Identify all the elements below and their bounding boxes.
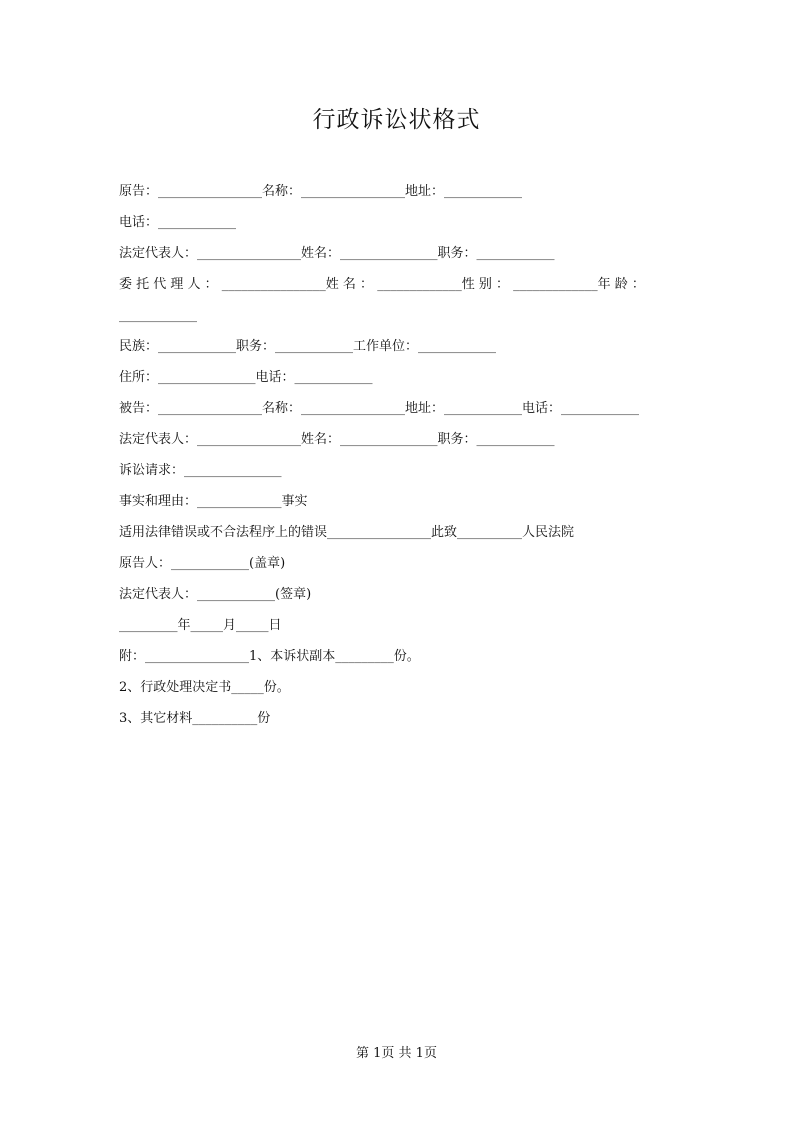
ethnicity-line: 民族：____________职务：____________工作单位：____________ bbox=[119, 339, 497, 354]
plaintiff-line: 原告：________________名称：________________地址：____________ bbox=[119, 184, 523, 199]
defendant-line: 被告：________________名称：________________地址：____________电话：____________ bbox=[119, 401, 640, 416]
attachment-line-3: 3、其它材料__________份 bbox=[119, 711, 271, 726]
facts-reasons-line: 事实和理由：_____________事实 bbox=[119, 494, 308, 509]
residence-line: 住所：_______________电话：____________ bbox=[119, 370, 373, 385]
date-line: _________年_____月_____日 bbox=[119, 618, 282, 633]
plaintiff-phone-line: 电话：____________ bbox=[119, 215, 237, 230]
attachment-line-1: 附：________________1、本诉状副本_________份。 bbox=[119, 649, 420, 664]
plaintiff-legal-rep-line: 法定代表人：________________姓名：_______________职务：____________ bbox=[119, 246, 555, 261]
defendant-legal-rep-line: 法定代表人：________________姓名：_______________职务：____________ bbox=[119, 432, 555, 447]
plaintiff-seal-line: 原告人：____________(盖章) bbox=[119, 556, 286, 571]
claims-line: 诉讼请求：_______________ bbox=[119, 463, 282, 478]
document-body bbox=[119, 183, 675, 728]
legal-rep-signature-line: 法定代表人：____________(签章) bbox=[119, 587, 312, 602]
law-application-line: 适用法律错误或不合法程序上的错误________________此致__________人民法院 bbox=[119, 525, 575, 540]
page-title: 行政诉讼状格式 bbox=[312, 107, 481, 133]
agent-age-blank-line: ____________ bbox=[119, 308, 197, 323]
attachment-line-2: 2、行政处理决定书_____份。 bbox=[119, 680, 290, 695]
agent-line: 委 托 代 理 人 ： ________________姓 名 ： _____________性 别 ： _____________年 龄 ： bbox=[119, 277, 645, 292]
page-indicator: 第 1页 共 1页 bbox=[356, 1046, 437, 1061]
